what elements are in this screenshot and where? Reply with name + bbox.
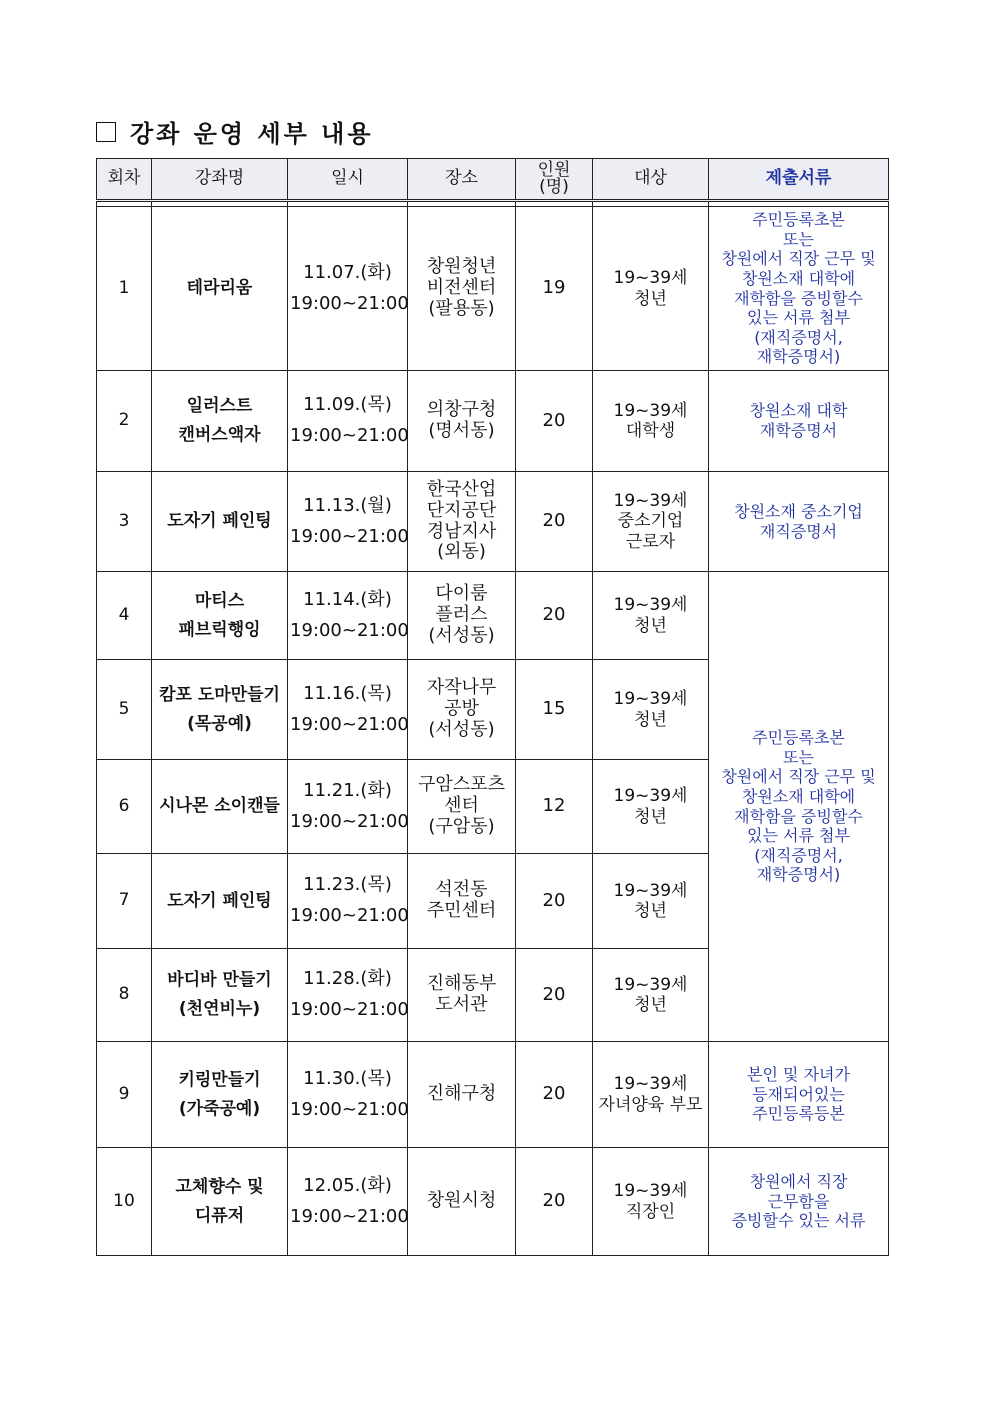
cell-count: [516, 371, 593, 472]
cell-target: [593, 760, 709, 854]
cell-datetime: [288, 1042, 408, 1148]
cell-course: [152, 1042, 288, 1148]
cell-place: [408, 572, 516, 660]
cell-place: [408, 1042, 516, 1148]
table-row: [97, 472, 889, 572]
cell-round: [97, 949, 152, 1042]
text-line: 인원: [537, 160, 571, 180]
text-line: 고체향수 및: [175, 1176, 264, 1197]
text-line: 증빙할수 있는 서류: [731, 1211, 866, 1231]
section-heading-text: 강좌 운영 세부 내용: [130, 119, 374, 148]
cell-place: [408, 1148, 516, 1256]
cell-time: 19:00~21:00: [290, 999, 409, 1020]
cell-datetime: [288, 1148, 408, 1256]
cell-round: [97, 1148, 152, 1256]
text-line: 재직증명서: [759, 521, 838, 541]
text-line: 중소기업: [617, 511, 684, 532]
cell-count: [516, 760, 593, 854]
text-line: 창원소재 중소기업: [734, 501, 863, 521]
cell-course: [152, 1148, 288, 1256]
text-line: 창원에서 직장: [749, 1172, 848, 1192]
text-line: (목공예): [187, 713, 252, 734]
text-line: 있는 서류 첨부: [747, 826, 850, 846]
course-schedule-table: [96, 158, 889, 1256]
text-line: 창원소재 대학: [749, 401, 848, 421]
cell-docs: [709, 1148, 889, 1256]
text-line: 또는: [783, 747, 814, 767]
text-line: 직장인: [625, 1201, 676, 1222]
cell-place: [408, 472, 516, 572]
cell-datetime: [288, 660, 408, 760]
cell-round: [97, 1042, 152, 1148]
cell-datetime: [288, 472, 408, 572]
text-line: 창원청년: [426, 256, 497, 278]
text-line: 캄포 도마만들기: [159, 684, 280, 705]
text-line: 창원시청: [426, 1190, 497, 1212]
text-line: 근로자: [625, 531, 676, 552]
text-line: (천연비누): [178, 999, 261, 1019]
text-line: 패브릭행잉: [178, 619, 261, 640]
cell-date: 11.09.(목): [303, 394, 392, 416]
table-header-row: [97, 159, 889, 201]
text-line: 센터: [444, 795, 479, 817]
text-line: 청년: [634, 995, 667, 1015]
cell-count: [516, 207, 593, 371]
cell-datetime: [288, 760, 408, 854]
cell-place: [408, 660, 516, 760]
text-line: 20: [542, 1190, 566, 1212]
text-line: 19~39세: [613, 268, 688, 289]
cell-course: [152, 760, 288, 854]
text-line: 진해동부: [426, 973, 497, 995]
text-line: 12: [542, 795, 566, 817]
text-line: 재학증명서): [756, 347, 841, 367]
cell-date: 12.05.(화): [303, 1174, 392, 1196]
header-course: 강좌명: [152, 159, 288, 201]
cell-time: 19:00~21:00: [290, 425, 409, 446]
text-line: 디퓨저: [194, 1205, 245, 1226]
cell-target: [593, 472, 709, 572]
text-line: 시나몬 소이캔들: [159, 796, 280, 817]
text-line: 공방: [444, 698, 479, 720]
text-line: (구암동): [428, 815, 495, 837]
cell-round: [97, 760, 152, 854]
cell-course: [152, 572, 288, 660]
text-line: 1: [118, 277, 130, 298]
text-line: 청년: [634, 288, 667, 309]
text-line: 청년: [634, 901, 667, 921]
text-line: 청년: [634, 615, 667, 636]
text-line: 19~39세: [613, 490, 688, 511]
text-line: (명서동): [428, 420, 495, 441]
text-line: 20: [542, 510, 566, 532]
cell-docs: [709, 472, 889, 572]
table-row: [97, 207, 889, 371]
text-line: 도자기 페인팅: [167, 890, 272, 911]
checkbox-square-icon: [96, 122, 116, 142]
text-line: 있는 서류 첨부: [747, 308, 850, 328]
text-line: 20: [542, 604, 566, 626]
cell-count: [516, 949, 593, 1042]
cell-round: [97, 207, 152, 371]
cell-count: [516, 472, 593, 572]
cell-course: [152, 472, 288, 572]
cell-round: [97, 854, 152, 949]
text-line: 근무함을: [767, 1191, 830, 1211]
cell-round: [97, 572, 152, 660]
text-line: 19~39세: [613, 689, 688, 710]
cell-count: [516, 1148, 593, 1256]
header-target: 대상: [593, 159, 709, 201]
text-line: (팔용동): [428, 297, 495, 319]
cell-place: [408, 207, 516, 371]
cell-datetime: [288, 949, 408, 1042]
cell-datetime: [288, 854, 408, 949]
text-line: 창원에서 직장 근무 및: [721, 249, 876, 269]
cell-count: [516, 660, 593, 760]
text-line: 다이룸: [435, 583, 488, 605]
cell-time: 19:00~21:00: [290, 905, 409, 926]
cell-course: [152, 371, 288, 472]
cell-date: 11.16.(목): [303, 682, 392, 704]
table-row: [97, 1148, 889, 1256]
cell-docs: [709, 207, 889, 371]
text-line: (명): [539, 177, 569, 197]
cell-place: [408, 949, 516, 1042]
cell-date: 11.14.(화): [303, 588, 392, 610]
cell-round: [97, 660, 152, 760]
text-line: 키링만들기: [178, 1069, 261, 1090]
text-line: 청년: [634, 806, 667, 827]
text-line: 경남지사: [426, 520, 497, 542]
text-line: 재학증명서): [756, 865, 841, 885]
cell-datetime: [288, 572, 408, 660]
text-line: 또는: [783, 229, 814, 249]
text-line: 창원소재 대학에: [741, 268, 856, 288]
text-line: 비전센터: [426, 277, 497, 299]
cell-time: 19:00~21:00: [290, 619, 409, 641]
cell-time: 19:00~21:00: [290, 1098, 409, 1120]
table-row: [97, 1042, 889, 1148]
text-line: 5: [118, 698, 130, 719]
text-line: 19~39세: [613, 1074, 688, 1095]
text-line: 대학생: [625, 421, 676, 441]
table-row: [97, 371, 889, 472]
cell-place: [408, 371, 516, 472]
cell-docs: [709, 572, 889, 1042]
cell-time: 19:00~21:00: [290, 713, 409, 735]
text-line: 19~39세: [613, 400, 688, 421]
text-line: 창원에서 직장 근무 및: [721, 767, 876, 787]
text-line: 주민등록등본: [752, 1104, 845, 1124]
cell-target: [593, 371, 709, 472]
text-line: 6: [118, 795, 130, 816]
cell-course: [152, 660, 288, 760]
text-line: (재직증명서,: [754, 327, 843, 347]
cell-time: 19:00~21:00: [290, 525, 409, 547]
text-line: 8: [118, 984, 130, 1005]
text-line: 창원소재 대학에: [741, 786, 856, 806]
cell-datetime: [288, 207, 408, 371]
text-line: 15: [542, 698, 566, 720]
table-row: [97, 572, 889, 660]
text-line: 의창구청: [426, 399, 497, 421]
cell-place: [408, 854, 516, 949]
cell-target: [593, 660, 709, 760]
text-line: 청년: [634, 709, 667, 730]
header-docs: 제출서류: [709, 159, 889, 201]
cell-date: 11.13.(월): [303, 494, 392, 516]
cell-date: 11.07.(화): [303, 261, 392, 283]
text-line: 캔버스액자: [178, 425, 261, 445]
cell-time: 19:00~21:00: [290, 1205, 409, 1227]
text-line: 도서관: [435, 994, 488, 1015]
text-line: 석전동: [435, 879, 488, 901]
cell-date: 11.30.(목): [303, 1067, 392, 1089]
section-heading: [96, 114, 374, 149]
text-line: 20: [542, 1083, 566, 1105]
text-line: 재학함을 증빙할수: [734, 806, 863, 826]
text-line: 진해구청: [426, 1083, 497, 1105]
cell-time: 19:00~21:00: [290, 810, 409, 832]
cell-count: [516, 572, 593, 660]
cell-course: [152, 207, 288, 371]
text-line: 등재되어있는: [752, 1084, 845, 1104]
cell-docs: [709, 371, 889, 472]
cell-date: 11.23.(목): [303, 874, 392, 896]
header-round: 회차: [97, 159, 152, 201]
text-line: 주민센터: [426, 900, 497, 921]
text-line: 19~39세: [613, 786, 688, 807]
text-line: (서성동): [428, 718, 495, 740]
header-count: [516, 159, 593, 201]
cell-date: 11.28.(화): [303, 968, 392, 990]
text-line: 자작나무: [426, 677, 497, 699]
header-datetime: 일시: [288, 159, 408, 201]
cell-target: [593, 207, 709, 371]
text-line: 주민등록초본: [752, 728, 845, 748]
text-line: 19~39세: [613, 880, 688, 901]
text-line: 구암스포츠: [418, 774, 505, 796]
text-line: 3: [118, 510, 130, 531]
text-line: 19~39세: [613, 974, 688, 995]
cell-time: 19:00~21:00: [290, 292, 409, 314]
text-line: 19~39세: [613, 595, 688, 616]
text-line: 플러스: [435, 604, 488, 626]
text-line: 바디바 만들기: [167, 970, 272, 991]
text-line: 한국산업: [426, 479, 497, 501]
text-line: 도자기 페인팅: [167, 511, 272, 532]
text-line: 10: [113, 1190, 135, 1211]
text-line: 자녀양육 부모: [598, 1094, 703, 1115]
text-line: 20: [542, 409, 566, 431]
text-line: (재직증명서,: [754, 845, 843, 865]
text-line: 재학함을 증빙할수: [734, 288, 863, 308]
cell-target: [593, 1042, 709, 1148]
text-line: 일러스트: [186, 396, 253, 417]
header-place: 장소: [408, 159, 516, 201]
cell-target: [593, 854, 709, 949]
cell-count: [516, 854, 593, 949]
text-line: 본인 및 자녀가: [747, 1065, 850, 1085]
text-line: 19: [542, 277, 566, 299]
cell-round: [97, 371, 152, 472]
text-line: (가죽공예): [178, 1098, 261, 1119]
text-line: 4: [118, 604, 130, 625]
cell-target: [593, 949, 709, 1042]
text-line: 테라리움: [186, 278, 253, 299]
text-line: 단지공단: [426, 499, 497, 521]
text-line: 재학증명서: [759, 421, 838, 440]
text-line: 마티스: [194, 590, 245, 611]
text-line: 20: [542, 983, 566, 1005]
cell-round: [97, 472, 152, 572]
text-line: (외동): [437, 541, 486, 563]
cell-course: [152, 949, 288, 1042]
text-line: 20: [542, 889, 566, 911]
cell-target: [593, 572, 709, 660]
text-line: 주민등록초본: [752, 210, 845, 230]
text-line: 9: [118, 1083, 130, 1104]
text-line: 19~39세: [613, 1181, 688, 1202]
cell-count: [516, 1042, 593, 1148]
cell-date: 11.21.(화): [303, 779, 392, 801]
cell-docs: [709, 1042, 889, 1148]
cell-target: [593, 1148, 709, 1256]
cell-course: [152, 854, 288, 949]
cell-place: [408, 760, 516, 854]
cell-datetime: [288, 371, 408, 472]
text-line: (서성동): [428, 624, 495, 646]
text-line: 2: [118, 410, 130, 431]
text-line: 7: [118, 890, 130, 911]
